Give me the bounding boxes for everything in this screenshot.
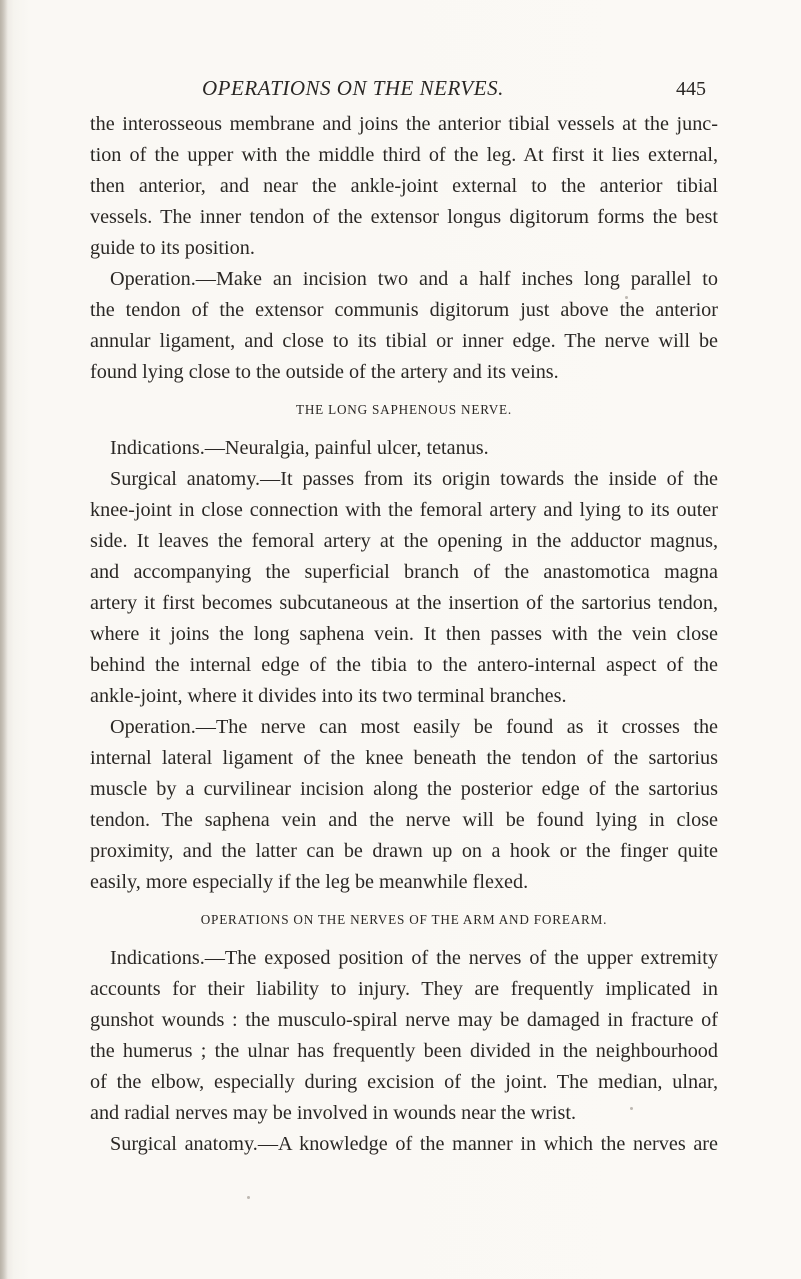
text-line: found lying close to the outside of the artery and its veins.: [90, 361, 559, 383]
text-line: then anterior, and near the ankle-joint external to the anterior tibial: [90, 175, 718, 197]
text-line: side. It leaves the femoral artery at the opening in the adductor magnus,: [90, 530, 718, 552]
body-text: [90, 109, 718, 1160]
text-line: Operation.—Make an incision two and a half inches long parallel to: [110, 268, 718, 290]
text-line: tion of the upper with the middle third of the leg. At first it lies external,: [90, 144, 718, 166]
text-line: vessels. The inner tendon of the extensor longus digitorum forms the best: [90, 206, 718, 228]
text-line: knee-joint in close connection with the femoral artery and lying to its outer: [90, 499, 718, 521]
text-line: Operation.—The nerve can most easily be found as it crosses the: [110, 716, 718, 738]
spine-shadow: [0, 0, 8, 1279]
running-title: OPERATIONS ON THE NERVES.: [202, 76, 504, 100]
text-line: Indications.—Neuralgia, painful ulcer, tetanus.: [110, 437, 489, 459]
text-line: ankle-joint, where it divides into its two terminal branches.: [90, 685, 567, 707]
running-head: [0, 76, 801, 106]
text-line: Indications.—The exposed position of the nerves of the upper extremity: [110, 947, 718, 969]
text-line: and accompanying the superficial branch of the anastomotica magna: [90, 561, 718, 583]
paper-speck: [625, 296, 628, 299]
text-line: easily, more especially if the leg be meanwhile flexed.: [90, 871, 529, 893]
paper-speck: [247, 1196, 250, 1199]
text-line: internal lateral ligament of the knee beneath the tendon of the sartorius: [90, 747, 718, 769]
text-line: tendon. The saphena vein and the nerve will be found lying in close: [90, 809, 718, 831]
text-line: accounts for their liability to injury. They are frequently implicated in: [90, 978, 718, 1000]
paper-speck: [630, 1107, 633, 1110]
text-line: annular ligament, and close to its tibial or inner edge. The nerve will be: [90, 330, 718, 352]
text-line: Surgical anatomy.—A knowledge of the manner in which the nerves are: [110, 1133, 718, 1155]
text-line: where it joins the long saphena vein. It then passes with the vein close: [90, 623, 718, 645]
text-line: the tendon of the extensor communis digitorum just above the anterior: [90, 299, 718, 321]
text-line: the interosseous membrane and joins the anterior tibial vessels at the junc-: [90, 113, 718, 135]
section-heading: THE LONG SAPHENOUS NERVE.: [295, 402, 513, 417]
text-line: the humerus ; the ulnar has frequently been divided in the neighbourhood: [90, 1040, 718, 1062]
text-line: muscle by a curvilinear incision along the posterior edge of the sartorius: [90, 778, 718, 800]
text-line: artery it first becomes subcutaneous at the insertion of the sartorius tendon,: [90, 592, 718, 614]
text-line: Surgical anatomy.—It passes from its origin towards the inside of the: [110, 468, 718, 490]
text-line: behind the internal edge of the tibia to the antero-internal aspect of the: [90, 654, 718, 676]
text-line: guide to its position.: [90, 237, 255, 259]
text-line: and radial nerves may be involved in wounds near the wrist.: [90, 1102, 577, 1124]
text-line: proximity, and the latter can be drawn up on a hook or the finger quite: [90, 840, 718, 862]
section-heading: OPERATIONS ON THE NERVES OF THE ARM AND FOREARM.: [200, 912, 608, 927]
page-number: 445: [676, 78, 706, 100]
text-line: of the elbow, especially during excision of the joint. The median, ulnar,: [90, 1071, 718, 1093]
text-line: gunshot wounds : the musculo-spiral nerve may be damaged in fracture of: [90, 1009, 718, 1031]
